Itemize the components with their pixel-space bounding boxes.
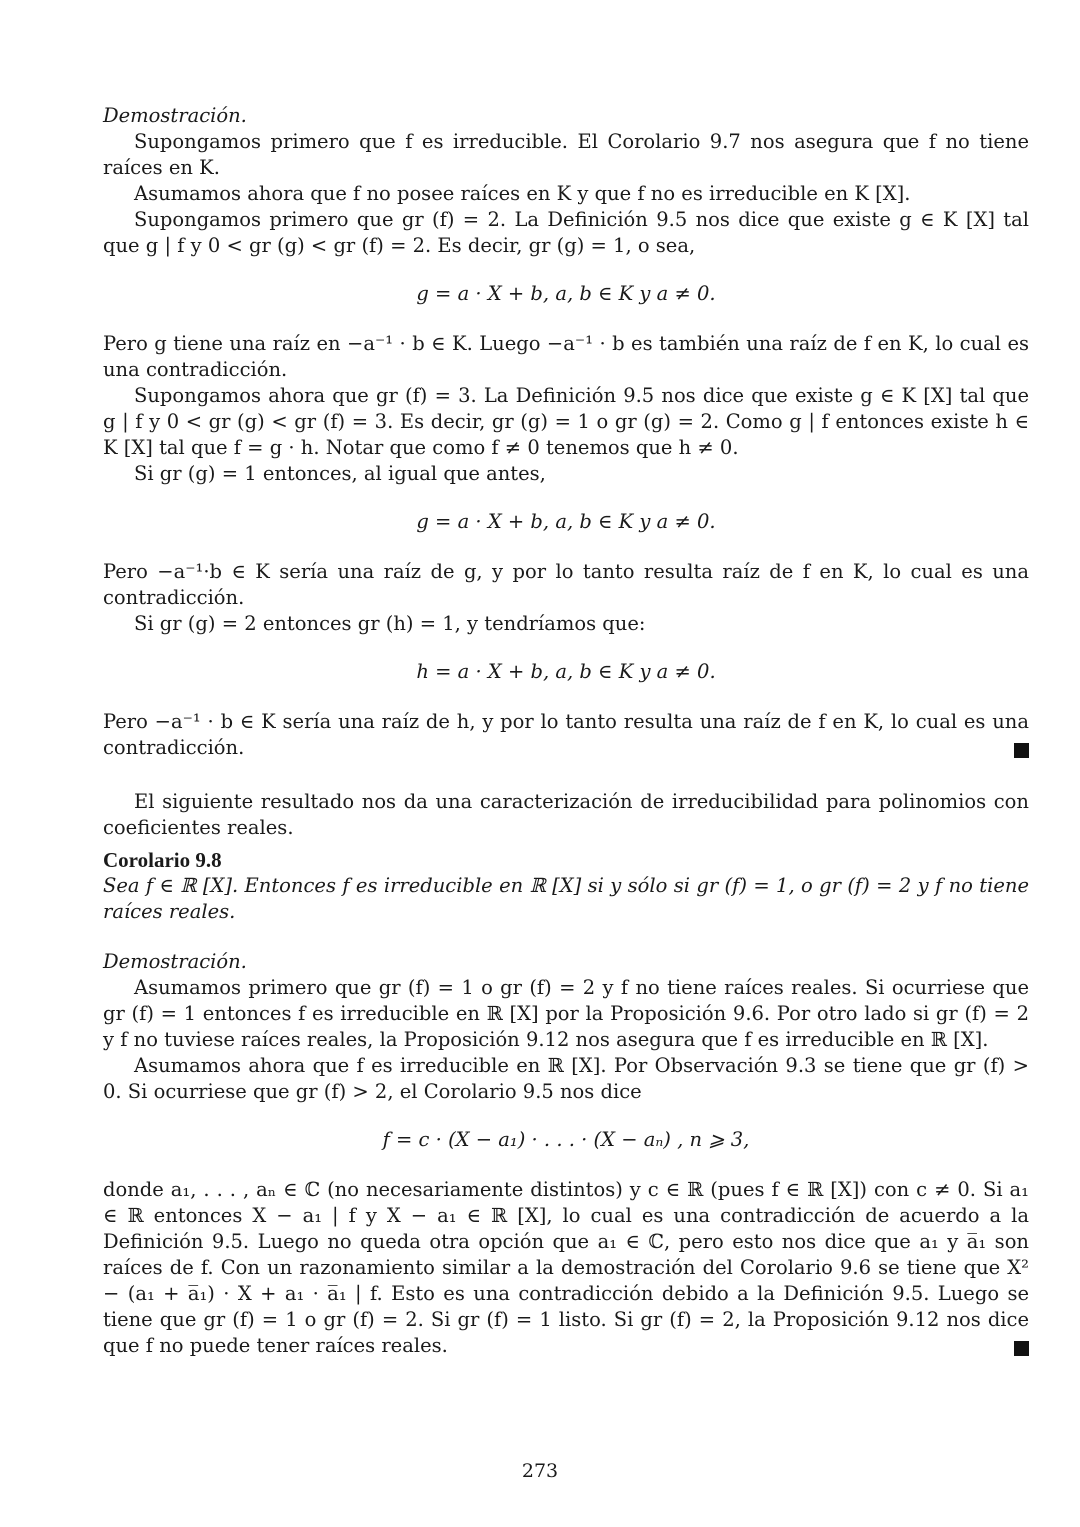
- proof-heading: Demostración.: [103, 104, 247, 127]
- page-number: 273: [521, 1460, 559, 1482]
- display-equation: g = a · X + b, a, b ∈ K y a ≠ 0.: [416, 510, 716, 533]
- paragraph: Supongamos primero que gr (f) = 2. La Definición 9.5 nos dice que existe g ∈ K [X] tal que g | f y 0 < gr (g) < gr (f) = 2. Es decir, gr (g) = 1, o sea,: [103, 208, 1029, 257]
- paragraph: Asumamos primero que gr (f) = 1 o gr (f) = 2 y f no tiene raíces reales. Si ocurriese que gr (f) = 1 entonces f es irreducible en ℝ [X] por la Proposición 9.6. Por otro lado si gr (f) = 2 y f no tuviese raíces reales, la Proposición 9.12 nos asegura que f es irreducible en ℝ [X].: [103, 976, 1029, 1051]
- qed-square-icon: [1014, 743, 1029, 758]
- paragraph: Supongamos ahora que gr (f) = 3. La Definición 9.5 nos dice que existe g ∈ K [X] tal que g | f y 0 < gr (g) < gr (f) = 3. Es decir, gr (g) = 1 o gr (g) = 2. Como g | f entonces existe h ∈ K [X] tal que f = g · h. Notar que como f ≠ 0 tenemos que h ≠ 0.: [103, 384, 1029, 459]
- proof-heading: Demostración.: [103, 950, 247, 973]
- paragraph: Pero −a⁻¹ · b ∈ K sería una raíz de h, y por lo tanto resulta una raíz de f en K, lo cual es una contradicción.: [103, 710, 1029, 759]
- spacer: [103, 765, 1029, 789]
- display-equation: h = a · X + b, a, b ∈ K y a ≠ 0.: [416, 660, 716, 683]
- corollary-title: Corolario 9.8: [103, 848, 222, 872]
- paragraph: Asumamos ahora que f es irreducible en ℝ [X]. Por Observación 9.3 se tiene que gr (f) > 0. Si ocurriese que gr (f) > 2, el Corolario 9.5 nos dice: [103, 1054, 1029, 1103]
- paragraph: Si gr (g) = 1 entonces, al igual que antes,: [134, 462, 546, 485]
- paragraph: Pero −a⁻¹·b ∈ K sería una raíz de g, y por lo tanto resulta raíz de f en K, lo cual es una contradicción.: [103, 560, 1029, 609]
- display-equation: g = a · X + b, a, b ∈ K y a ≠ 0.: [416, 282, 716, 305]
- corollary-statement: Sea f ∈ ℝ [X]. Entonces f es irreducible en ℝ [X] si y sólo si gr (f) = 1, o gr (f) = 2 y f no tiene raíces reales.: [103, 874, 1029, 923]
- paragraph: Asumamos ahora que f no posee raíces en K y que f no es irreducible en K [X].: [134, 182, 911, 205]
- qed-square-icon: [1014, 1341, 1029, 1356]
- paragraph: Si gr (g) = 2 entonces gr (h) = 1, y tendríamos que:: [134, 612, 646, 635]
- spacer: [103, 925, 1029, 949]
- paragraph: Pero g tiene una raíz en −a⁻¹ · b ∈ K. Luego −a⁻¹ · b es también una raíz de f en K, lo cual es una contradicción.: [103, 332, 1029, 381]
- intro-paragraph: El siguiente resultado nos da una caracterización de irreducibilidad para polinomios con coeficientes reales.: [103, 790, 1029, 839]
- display-equation: f = c · (X − a₁) · . . . · (X − aₙ) , n ⩾ 3,: [382, 1128, 750, 1151]
- paragraph: Supongamos primero que f es irreducible. El Corolario 9.7 nos asegura que f no tiene raíces en K.: [103, 130, 1029, 179]
- page-body: [103, 103, 1029, 1363]
- paragraph-with-qed: [103, 709, 1029, 761]
- paragraph: donde a₁, . . . , aₙ ∈ ℂ (no necesariamente distintos) y c ∈ ℝ (pues f ∈ ℝ [X]) con c ≠ 0. Si a₁ ∈ ℝ entonces X − a₁ | f y X − a₁ ∈ ℝ [X], lo cual es una contradicción de acuerdo a la Definición 9.5. Luego no queda otra opción que a₁ ∈ ℂ, pero esto nos dice que a₁ y a̅₁ son raíces de f. Con un razonamiento similar a la demostración del Corolario 9.6 se tiene que X² − (a₁ + a̅₁) · X + a₁ · a̅₁ | f. Esto es una contradicción debido a la Definición 9.5. Luego se tiene que gr (f) = 1 o gr (f) = 2. Si gr (f) = 1 listo. Si gr (f) = 2, la Proposición 9.12 nos dice que f no puede tener raíces reales.: [103, 1178, 1029, 1357]
